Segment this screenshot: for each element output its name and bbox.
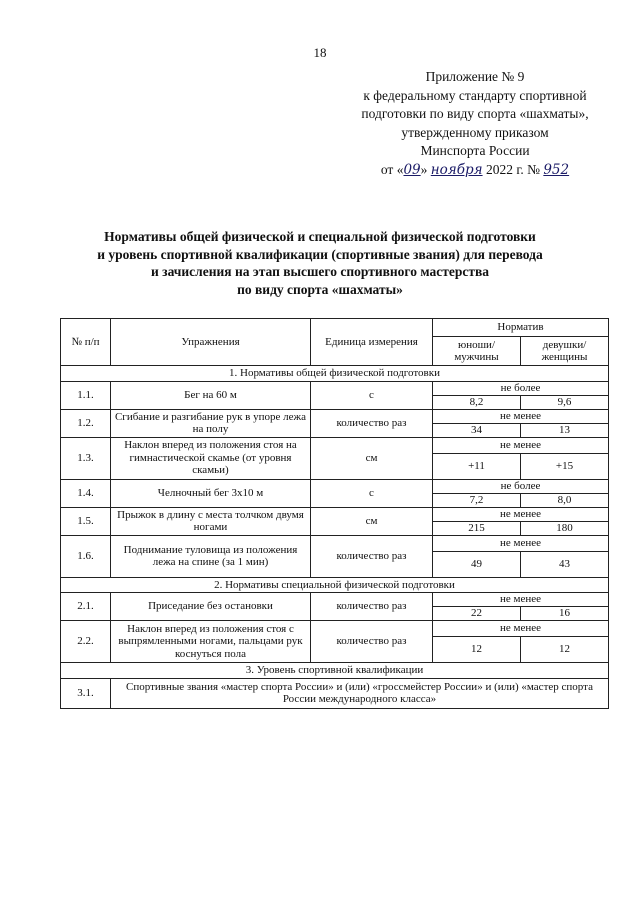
header-norm: Норматив <box>433 319 609 337</box>
row-num: 3.1. <box>61 678 111 708</box>
row-num: 1.1. <box>61 381 111 409</box>
row-unit: количество раз <box>311 409 433 437</box>
row-unit: количество раз <box>311 621 433 663</box>
title-line-1: Нормативы общей физической и специальной физической подготовки <box>104 229 536 244</box>
row-unit: см <box>311 507 433 535</box>
row-value-boys: 8,2 <box>433 395 521 409</box>
appendix-line-3: подготовки по виду спорта «шахматы», <box>361 106 589 121</box>
row-num: 2.2. <box>61 621 111 663</box>
row-exercise: Прыжок в длину с места толчком двумя ногами <box>111 507 311 535</box>
row-value-girls: 12 <box>521 637 609 663</box>
date-mid: » <box>420 161 431 177</box>
row-unit: с <box>311 381 433 409</box>
row-value-boys: 49 <box>433 551 521 577</box>
row-condition: не менее <box>433 593 609 607</box>
row-unit: с <box>311 479 433 507</box>
row-num: 1.5. <box>61 507 111 535</box>
handwritten-order-number: 952 <box>543 161 570 178</box>
row-num: 2.1. <box>61 593 111 621</box>
row-exercise: Бег на 60 м <box>111 381 311 409</box>
page-number: 18 <box>313 45 327 60</box>
appendix-line-2: к федеральному стандарту спортивной <box>363 87 587 103</box>
row-value-girls: 180 <box>521 521 609 535</box>
appendix-header <box>330 68 620 179</box>
row-value-girls: 9,6 <box>521 395 609 409</box>
order-date-line <box>330 161 620 180</box>
row-condition: не менее <box>433 507 609 521</box>
title-line-4: по виду спорта «шахматы» <box>237 281 403 297</box>
date-year: 2022 г. № <box>482 161 544 177</box>
qualification-text: Спортивные звания «мастер спорта России» и (или) «гроссмейстер России» и (или) «мастер спорта России международного класса» <box>111 678 609 708</box>
row-exercise: Наклон вперед из положения стоя на гимнастической скамье (от уровня скамьи) <box>111 437 311 479</box>
appendix-line-5: Минспорта России <box>420 143 530 158</box>
row-exercise: Поднимание туловища из положения лежа на спине (за 1 мин) <box>111 535 311 577</box>
row-value-boys: 22 <box>433 607 521 621</box>
row-exercise: Наклон вперед из положения стоя с выпрямленными ногами, пальцами рук коснуться пола <box>111 621 311 663</box>
appendix-line-1: Приложение № 9 <box>425 69 525 84</box>
header-girls: девушки/ женщины <box>521 337 609 366</box>
row-condition: не менее <box>433 621 609 637</box>
row-exercise: Сгибание и разгибание рук в упоре лежа на полу <box>111 409 311 437</box>
row-condition: не более <box>433 381 609 395</box>
row-num: 1.2. <box>61 409 111 437</box>
row-condition: не более <box>433 479 609 493</box>
row-unit: см <box>311 437 433 479</box>
row-num: 1.6. <box>61 535 111 577</box>
row-num: 1.4. <box>61 479 111 507</box>
row-exercise: Челночный бег 3х10 м <box>111 479 311 507</box>
header-boys: юноши/ мужчины <box>433 337 521 366</box>
section-2-heading: 2. Нормативы специальной физической подготовки <box>61 577 609 593</box>
row-unit: количество раз <box>311 593 433 621</box>
row-value-girls: 8,0 <box>521 493 609 507</box>
section-1-heading: 1. Нормативы общей физической подготовки <box>61 366 609 382</box>
date-prefix: от « <box>380 161 404 177</box>
norms-table <box>60 318 609 709</box>
document-title <box>60 228 580 298</box>
row-value-girls: 13 <box>521 423 609 437</box>
row-condition: не менее <box>433 535 609 551</box>
row-condition: не менее <box>433 409 609 423</box>
row-value-boys: 7,2 <box>433 493 521 507</box>
appendix-line-4: утвержденному приказом <box>401 124 549 140</box>
row-value-boys: 215 <box>433 521 521 535</box>
row-condition: не менее <box>433 437 609 453</box>
title-line-2: и уровень спортивной квалификации (спортивные звания) для перевода <box>97 246 543 262</box>
row-value-girls: 43 <box>521 551 609 577</box>
row-exercise: Приседание без остановки <box>111 593 311 621</box>
title-line-3: и зачисления на этап высшего спортивного мастерства <box>150 264 489 279</box>
header-unit: Единица измерения <box>311 319 433 366</box>
row-value-girls: 16 <box>521 607 609 621</box>
row-unit: количество раз <box>311 535 433 577</box>
row-value-girls: +15 <box>521 453 609 479</box>
row-num: 1.3. <box>61 437 111 479</box>
row-value-boys: 12 <box>433 637 521 663</box>
header-num: № п/п <box>61 319 111 366</box>
row-value-boys: +11 <box>433 453 521 479</box>
handwritten-day: 09 <box>403 161 421 178</box>
row-value-boys: 34 <box>433 423 521 437</box>
handwritten-month: ноября <box>430 161 483 178</box>
section-3-heading: 3. Уровень спортивной квалификации <box>61 663 609 679</box>
header-exercise: Упражнения <box>111 319 311 366</box>
